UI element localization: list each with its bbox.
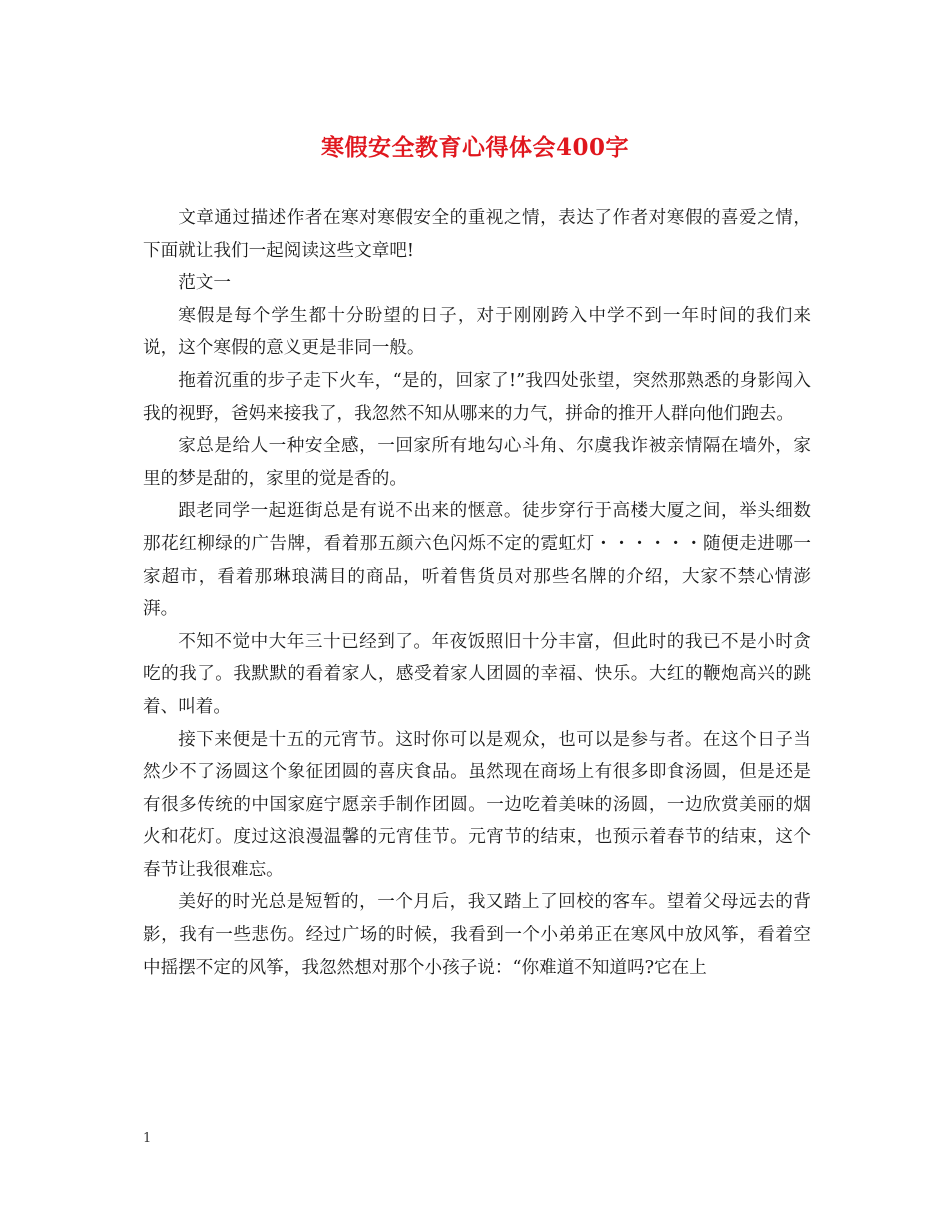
paragraph: 不知不觉中大年三十已经到了。年夜饭照旧十分丰富，但此时的我已不是小时贪吃的我了。我默默的看着家人，感受着家人团圆的幸福、快乐。大红的鞭炮高兴的跳着、叫着。 — [143, 631, 811, 717]
paragraph: 拖着沉重的步子走下火车，“是的，回家了!”我四处张望，突然那熟悉的身影闯入我的视野，爸妈来接我了，我忽然不知从哪来的力气，拼命的推开人群向他们跑去。 — [143, 370, 811, 424]
paragraph: 接下来便是十五的元宵节。这时你可以是观众，也可以是参与者。在这个日子当然少不了汤圆这个象征团圆的喜庆食品。虽然现在商场上有很多即食汤圆，但是还是有很多传统的中国家庭宁愿亲手制作团圆。一边吃着美味的汤圆，一边欣赏美丽的烟火和花灯。度过这浪漫温馨的元宵佳节。元宵节的结束，也预示着春节的结束，这个春节让我很难忘。 — [143, 729, 811, 880]
paragraph: 跟老同学一起逛街总是有说不出来的惬意。徒步穿行于高楼大厦之间，举头细数那花红柳绿的广告牌，看着那五颜六色闪烁不定的霓虹灯・・・・・・随便走进哪一家超市，看着那琳琅满目的商品，听着售货员对那些名牌的介绍，大家不禁心情澎湃。 — [143, 501, 811, 620]
document-body — [143, 202, 811, 984]
paragraph-intro: 文章通过描述作者在寒对寒假安全的重视之情，表达了作者对寒假的喜爱之情，下面就让我们一起阅读这些文章吧! — [143, 208, 811, 261]
paragraph-section-label: 范文一 — [178, 273, 231, 294]
paragraph: 寒假是每个学生都十分盼望的日子，对于刚刚跨入中学不到一年时间的我们来说，这个寒假的意义更是非同一般。 — [143, 305, 811, 359]
document-title: 寒假安全教育心得体会400字 — [320, 134, 629, 161]
paragraph: 家总是给人一种安全感，一回家所有地勾心斗角、尔虞我诈被亲情隔在墙外，家里的梦是甜的，家里的觉是香的。 — [143, 436, 811, 489]
paragraph: 美好的时光总是短暂的，一个月后，我又踏上了回校的客车。望着父母远去的背影，我有一些悲伤。经过广场的时候，我看到一个小弟弟正在寒风中放风筝，看着空中摇摆不定的风筝，我忽然想对那个小孩子说：“你难道不知道吗?它在上 — [143, 892, 811, 978]
page-number: 1 — [143, 1131, 152, 1146]
